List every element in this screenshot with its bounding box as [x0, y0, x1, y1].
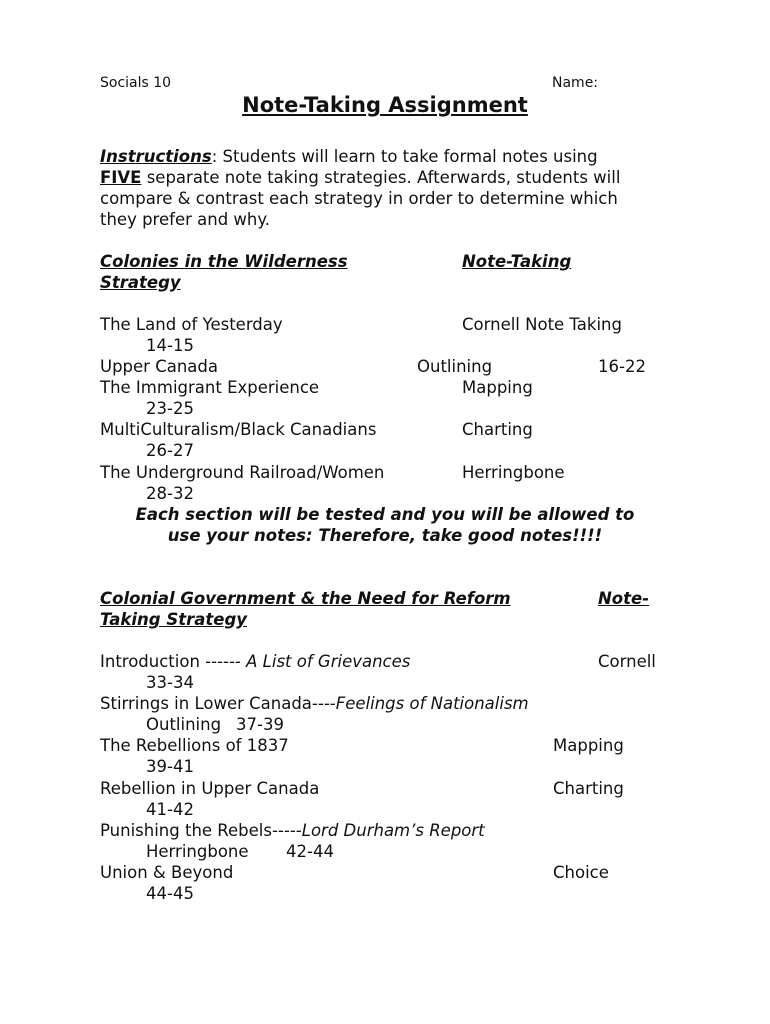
s2-row-pages: 44-45 [146, 884, 194, 903]
instructions-line-2 [100, 168, 620, 188]
section1-note-line2: use your notes: Therefore, take good notes!!!! [167, 526, 603, 545]
section2-heading-strategy: Note- [598, 589, 650, 608]
s1-row-strategy: Charting [462, 420, 533, 439]
s1-row-topic: Upper Canada [100, 357, 218, 376]
name-label: Name: [552, 75, 599, 91]
page-title: Note-Taking Assignment [242, 93, 528, 117]
s1-row-strategy: Outlining [417, 357, 493, 376]
s2-row-pages: 41-42 [146, 800, 194, 819]
s2-row-strategy: Outlining [146, 715, 222, 734]
s1-row-pages: 26-27 [146, 441, 194, 460]
s2-topic-text: Introduction ------ [100, 652, 247, 671]
s2-topic-text: Stirrings in Lower Canada---- [100, 694, 336, 713]
instructions-text-1: : Students will learn to take formal notes using [211, 147, 598, 166]
instructions-text-2: separate note taking strategies. Afterwards, students will [141, 168, 621, 187]
section1-heading-strategy: Note-Taking [462, 252, 572, 271]
s1-row-strategy: Mapping [462, 378, 533, 397]
course-label: Socials 10 [100, 75, 172, 91]
s1-row-pages: 16-22 [598, 357, 646, 376]
five-emphasis: FIVE [100, 168, 142, 187]
s1-row-topic: MultiCulturalism/Black Canadians [100, 420, 377, 439]
s2-row-topic: Rebellion in Upper Canada [100, 779, 320, 798]
s1-row-topic: The Land of Yesterday [100, 315, 283, 334]
s2-row-topic: The Rebellions of 1837 [100, 736, 289, 755]
s2-row-pages: 42-44 [286, 842, 334, 861]
s2-row-strategy: Charting [553, 779, 624, 798]
s1-row-strategy: Cornell Note Taking [462, 315, 622, 334]
instructions-line-1 [100, 147, 598, 167]
s2-topic-italic: Lord Durham’s Report [301, 821, 485, 840]
section2-heading-line2: Taking Strategy [100, 610, 248, 629]
s2-topic-text: Punishing the Rebels----- [100, 821, 302, 840]
s1-row-pages: 23-25 [146, 399, 194, 418]
s1-row-topic: The Underground Railroad/Women [100, 463, 385, 482]
s2-row-topic [100, 652, 410, 672]
s2-row-strategy: Cornell [598, 652, 656, 671]
section1-heading-line2: Strategy [100, 273, 181, 292]
s2-row-topic [100, 821, 485, 841]
s2-row-strategy: Herringbone [146, 842, 249, 861]
s1-row-topic: The Immigrant Experience [100, 378, 320, 397]
s2-topic-italic: A List of Grievances [246, 652, 411, 671]
s2-row-topic: Union & Beyond [100, 863, 234, 882]
s2-row-strategy: Choice [553, 863, 609, 882]
s1-row-strategy: Herringbone [462, 463, 565, 482]
section1-note-line1: Each section will be tested and you will be allowed to [135, 505, 635, 524]
s2-topic-italic: Feelings of Nationalism [335, 694, 529, 713]
instructions-line-3: compare & contrast each strategy in order to determine which [100, 189, 618, 208]
section2-heading: Colonial Government & the Need for Reform [100, 589, 511, 608]
instructions-label: Instructions [100, 147, 212, 166]
s1-row-pages: 28-32 [146, 484, 194, 503]
section1-heading: Colonies in the Wilderness [100, 252, 348, 271]
instructions-line-4: they prefer and why. [100, 210, 271, 229]
s2-row-topic [100, 694, 529, 714]
s2-row-pages: 33-34 [146, 673, 194, 692]
s2-row-pages: 39-41 [146, 757, 194, 776]
s2-row-pages: 37-39 [236, 715, 284, 734]
s2-row-strategy: Mapping [553, 736, 624, 755]
s1-row-pages: 14-15 [146, 336, 194, 355]
